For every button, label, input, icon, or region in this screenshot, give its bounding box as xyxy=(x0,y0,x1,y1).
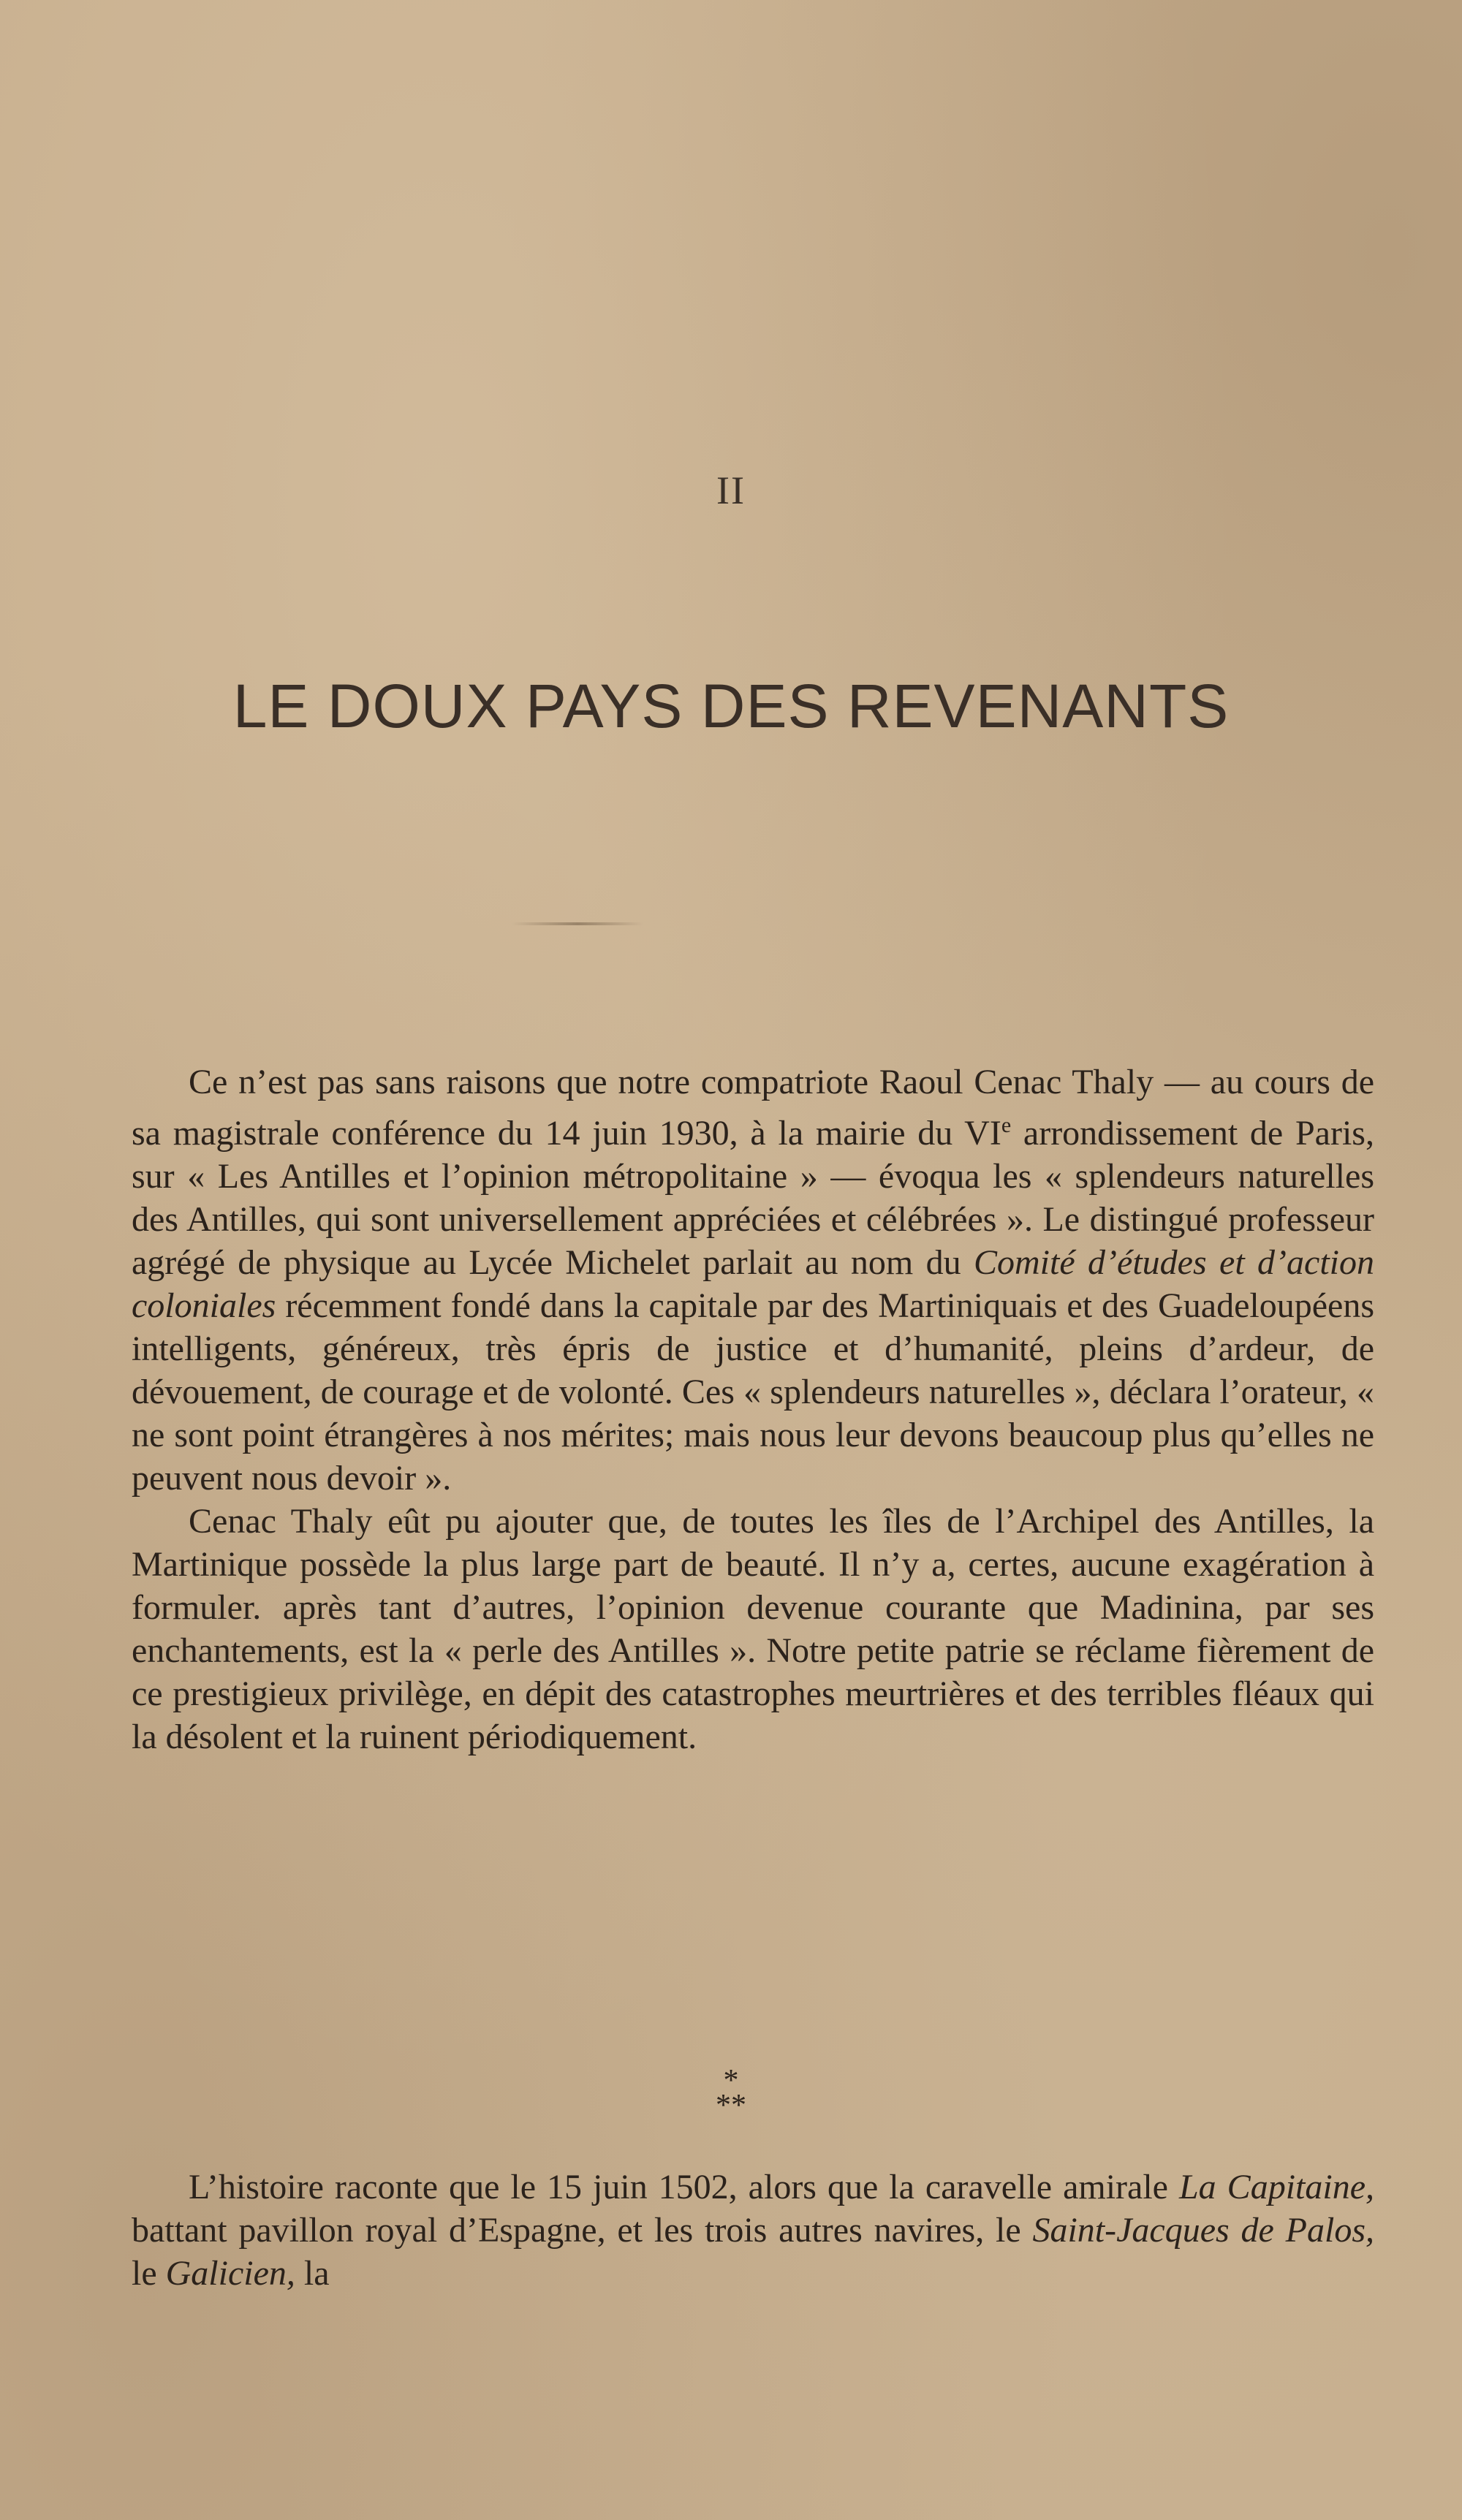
body-section-1 xyxy=(132,1060,1374,1758)
paragraph-3-italic-ship-1: La Capitaine, xyxy=(1178,2168,1375,2206)
body-section-2 xyxy=(132,2166,1374,2295)
paragraph-1-text-c: récemment fondé dans la capitale par des Martiniquais et des Guadeloupéens intelligents, généreux, très épris de justice et d’humanité, pleins d’ardeur, de dévouement, de courage et de volonté. Ces « splendeurs naturelles », déclara l’orateur, « ne sont point étrangères à nos mérites; mais nous leur devons beaucoup plus qu’elles ne peuvent nous devoir ». xyxy=(132,1286,1374,1498)
section-separator xyxy=(0,2064,1462,2122)
paragraph-3-text-c: le xyxy=(132,2254,166,2293)
paragraph-3-text-d: la xyxy=(295,2254,330,2293)
paragraph-3-text-b: battant pavillon royal d’Espagne, et les trois autres navires, le xyxy=(132,2211,1033,2250)
separator-star-top: * xyxy=(723,2064,739,2098)
separator-stars-bottom: ** xyxy=(716,2089,746,2122)
paragraph-1-text-b: arrondissement de Paris, sur « Les Antilles et l’opinion métropolitaine » — évoqua les « splendeurs naturelles des Antilles, qui sont universellement appréciées et célébrées ». Le distingué professeur agrégé de physique au Lycée Michelet parlait au nom du xyxy=(132,1114,1374,1282)
chapter-number: II xyxy=(716,468,746,512)
paragraph-3 xyxy=(132,2166,1374,2295)
paragraph-3-text-a: L’histoire raconte que le 15 juin 1502, alors que la caravelle amirale xyxy=(189,2168,1179,2206)
paragraph-3-italic-ship-2: Saint-Jacques de Palos, xyxy=(1032,2211,1374,2250)
paragraph-1-superscript: e xyxy=(1001,1113,1012,1137)
chapter-title: LE DOUX PAYS DES REVENANTS xyxy=(232,672,1230,740)
paragraph-3-italic-ship-3: Galicien, xyxy=(165,2254,295,2293)
paragraph-2: Cenac Thaly eût pu ajouter que, de toutes les îles de l’Archipel des Antilles, la Martinique possède la plus large part de beauté. Il n’y a, certes, aucune exagération à formuler. après tant d’autres, l’opinion devenue courante que Madinina, par ses enchantements, est la « perle des Antilles ». Notre petite patrie se réclame fièrement de ce prestigieux privilège, en dépit des catastrophes meurtrières et des terribles fléaux qui la désolent et la ruinent périodiquement. xyxy=(132,1502,1374,1756)
decorative-mark xyxy=(512,922,643,925)
paragraph-1-text-a: Ce n’est pas sans raisons que notre compatriote Raoul Cenac Thaly — au cours de sa magistrale conférence du 14 juin 1930, à la mairie du VI xyxy=(132,1063,1374,1153)
paragraph-1 xyxy=(132,1060,1374,1500)
paragraph-1-italic-title: Comité d’études et d’action coloniales xyxy=(132,1243,1374,1325)
